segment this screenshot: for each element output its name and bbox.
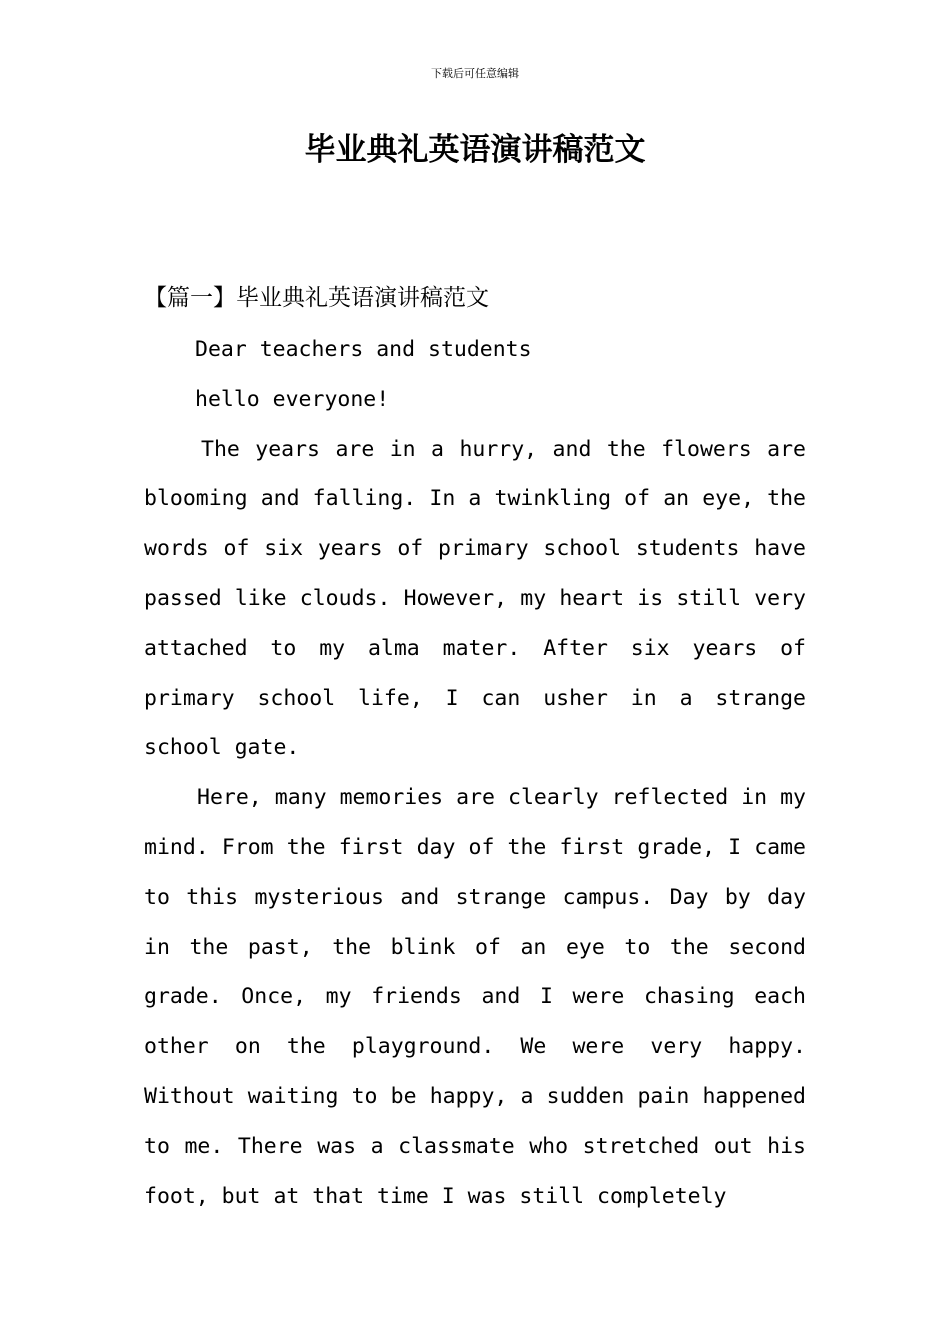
salutation-line: Dear teachers and students <box>195 337 532 362</box>
section-heading: 【篇一】毕业典礼英语演讲稿范文 <box>144 285 489 311</box>
paragraph-2: Here, many memories are clearly reflected in my mind. From the first day of the first grade, I came to this mysterious and strange campus. Day by day in the past, the blink of an eye to the second grade. Once, my friends and I were chasing each other on the playground. We were very happy. Without waiting to be happy, a sudden pain happened to me. There was a classmate who stretched out his foot, but at that time I was still completely <box>144 785 806 1209</box>
document-title: 毕业典礼英语演讲稿范文 <box>304 132 646 168</box>
greeting-line: hello everyone! <box>195 386 390 412</box>
header-note: 下载后可任意编辑 <box>431 67 519 80</box>
paragraph-1: The years are in a hurry, and the flowers are blooming and falling. In a twinkling of an eye, the words of six years of primary school students have passed like clouds. However, my heart is still very attached to my alma mater. After six years of primary school life, I can usher in a strange school gate. <box>144 436 806 761</box>
speech-body <box>144 325 806 1221</box>
